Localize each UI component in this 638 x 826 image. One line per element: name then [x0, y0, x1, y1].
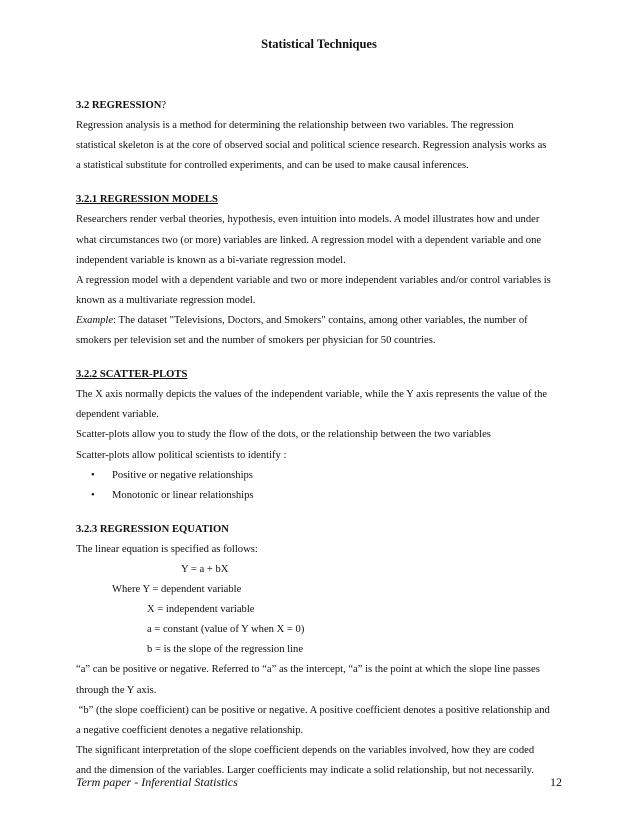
list-item-text: Monotonic or linear relationships	[112, 489, 254, 501]
paragraph-line: Researchers render verbal theories, hypothesis, even intuition into models. A model illustrates how and under	[76, 214, 540, 226]
section-heading-3-2	[76, 96, 570, 116]
paragraph-line: a statistical substitute for controlled experiments, and can be used to make causal inferences.	[76, 160, 469, 172]
paragraph-line: The significant interpretation of the slope coefficient depends on the variables involved, how they are coded	[76, 744, 535, 756]
paragraph-line: and the dimension of the variables. Larger coefficients may indicate a solid relationship, but not necessarily.	[76, 764, 534, 776]
paragraph-line: through the Y axis.	[76, 684, 157, 696]
example-line	[76, 311, 570, 331]
bullet-icon: •	[91, 469, 95, 481]
paragraph-line: Regression analysis is a method for determining the relationship between two variables. The regression	[76, 120, 514, 132]
section-heading-3-2-text: 3.2 REGRESSION	[76, 100, 162, 111]
paragraph-line: Scatter-plots allow you to study the flow of the dots, or the relationship between the two variables	[76, 429, 491, 441]
paragraph-line: statistical skeleton is at the core of observed social and political science research. Regression analysis works as	[76, 140, 547, 152]
page-body	[76, 96, 570, 781]
paragraph-line: The X axis normally depicts the values of the independent variable, while the Y axis represents the value of the	[76, 389, 548, 401]
list-item-text: Positive or negative relationships	[112, 469, 253, 481]
bullet-icon: •	[91, 489, 95, 501]
equation-definition: b = is the slope of the regression line	[147, 644, 304, 656]
footer-title: Term paper - Inferential Statistics	[76, 775, 238, 789]
paragraph-line: “b” (the slope coefficient) can be positive or negative. A positive coefficient denotes a positive relationship and	[76, 704, 550, 716]
section-heading-3-2-1: 3.2.1 REGRESSION MODELS	[76, 194, 218, 206]
bullet-list	[76, 466, 570, 506]
paragraph-line: what circumstances two (or more) variables are linked. A regression model with a dependent variable and one	[76, 234, 542, 246]
paragraph-line: A regression model with a dependent variable and two or more independent variables and/or control variables is	[76, 274, 551, 286]
paragraph-line: Scatter-plots allow political scientists to identify :	[76, 449, 287, 461]
paragraph-line: dependent variable.	[76, 409, 159, 421]
page-header-title: Statistical Techniques	[261, 37, 377, 51]
equation-definition: X = independent variable	[147, 604, 255, 616]
equation-definition: a = constant (value of Y when X = 0)	[147, 624, 305, 636]
paragraph-line: The linear equation is specified as follows:	[76, 543, 258, 555]
equation-where-line: Where Y = dependent variable	[112, 584, 242, 596]
section-heading-3-2-3: 3.2.3 REGRESSION EQUATION	[76, 523, 229, 535]
section-heading-3-2-tail: ?	[161, 100, 167, 111]
section-heading-3-2-2: 3.2.2 SCATTER-PLOTS	[76, 369, 188, 381]
paragraph-line: smokers per television set and the number of smokers per physician for 50 countries.	[76, 335, 436, 347]
example-label: Example	[76, 314, 114, 326]
list-item	[76, 466, 570, 486]
list-item	[76, 486, 570, 506]
paragraph-line: independent variable is known as a bi-variate regression model.	[76, 254, 346, 266]
paragraph-line: a negative coefficient denotes a negative relationship.	[76, 724, 304, 736]
paragraph-line: “a” can be positive or negative. Referred to “a” as the intercept, “a” is the point at which the slope line passes	[76, 664, 540, 676]
page-number: 12	[550, 775, 562, 789]
regression-equation: Y = a + bX	[181, 563, 229, 575]
example-text: : The dataset "Televisions, Doctors, and Smokers" contains, among other variables, the number of	[113, 314, 528, 326]
paragraph-line: known as a multivariate regression model.	[76, 294, 256, 306]
